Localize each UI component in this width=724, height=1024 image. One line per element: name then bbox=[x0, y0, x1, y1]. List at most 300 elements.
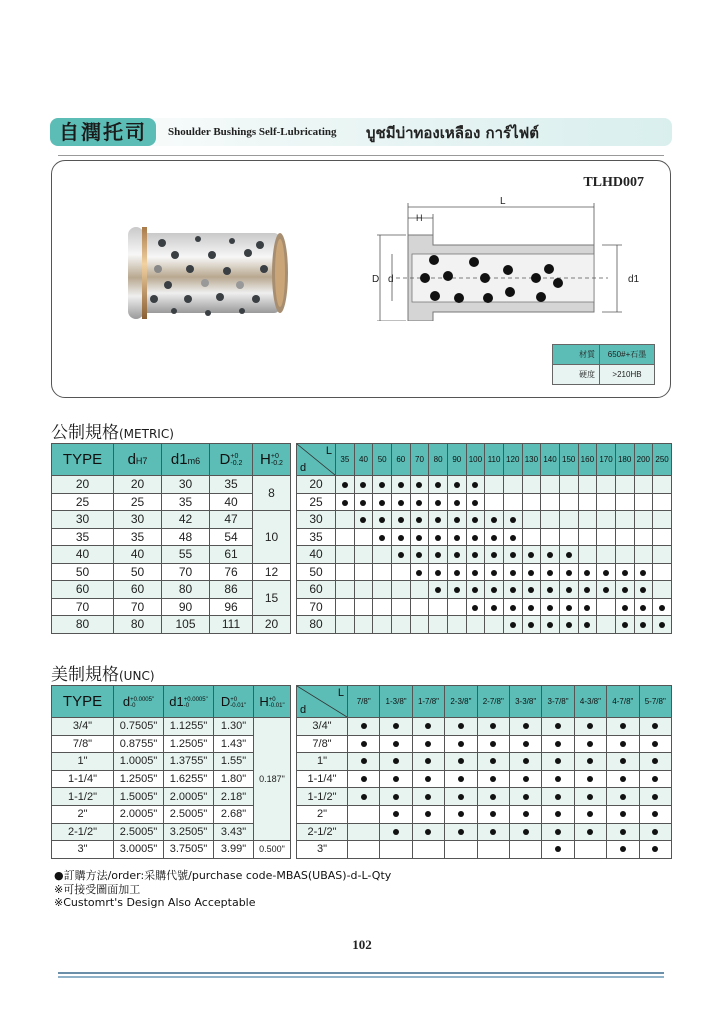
corner-d-label: d bbox=[300, 462, 307, 474]
available-dot-icon bbox=[510, 552, 516, 558]
cell-type: 60 bbox=[52, 581, 114, 599]
cell-d1: 42 bbox=[162, 511, 210, 529]
cell-d: 0.7505" bbox=[114, 718, 164, 736]
available-dot-icon bbox=[435, 552, 441, 558]
availability-cell bbox=[542, 753, 574, 771]
availability-cell bbox=[607, 841, 639, 859]
availability-cell bbox=[634, 476, 653, 494]
available-dot-icon bbox=[393, 776, 399, 782]
available-dot-icon bbox=[555, 794, 561, 800]
length-column-header: 2-7/8" bbox=[477, 686, 509, 718]
availability-cell bbox=[615, 476, 634, 494]
available-dot-icon bbox=[510, 587, 516, 593]
model-number: TLHD007 bbox=[583, 175, 644, 190]
availability-cell bbox=[410, 546, 429, 564]
availability-cell bbox=[410, 581, 429, 599]
availability-cell bbox=[485, 528, 504, 546]
label-d: d bbox=[388, 274, 394, 285]
cell-d1: 30 bbox=[162, 476, 210, 494]
cell-d1: 48 bbox=[162, 528, 210, 546]
available-dot-icon bbox=[458, 829, 464, 835]
matrix-row-d: 70 bbox=[297, 598, 336, 616]
available-dot-icon bbox=[587, 776, 593, 782]
availability-cell bbox=[634, 616, 653, 634]
available-dot-icon bbox=[398, 517, 404, 523]
length-column-header: 80 bbox=[429, 444, 448, 476]
availability-cell bbox=[447, 476, 466, 494]
availability-cell bbox=[466, 528, 485, 546]
cell-H: 0.500" bbox=[254, 841, 291, 859]
cell-D: 3.99" bbox=[214, 841, 254, 859]
availability-cell bbox=[336, 546, 355, 564]
cell-type: 1" bbox=[52, 753, 114, 771]
available-dot-icon bbox=[652, 723, 658, 729]
length-column-header: 200 bbox=[634, 444, 653, 476]
metric-heading bbox=[51, 418, 174, 443]
availability-cell bbox=[429, 598, 448, 616]
availability-cell bbox=[542, 805, 574, 823]
available-dot-icon bbox=[458, 776, 464, 782]
availability-cell bbox=[578, 528, 597, 546]
availability-cell bbox=[653, 476, 672, 494]
availability-cell bbox=[354, 528, 373, 546]
available-dot-icon bbox=[547, 587, 553, 593]
custom-design-note-cn: ※可接受圖面加工 bbox=[54, 882, 141, 896]
availability-cell bbox=[541, 581, 560, 599]
availability-cell bbox=[634, 598, 653, 616]
table-row bbox=[52, 563, 291, 581]
cell-D: 2.18" bbox=[214, 788, 254, 806]
availability-cell bbox=[410, 563, 429, 581]
technical-drawing bbox=[372, 191, 652, 321]
available-dot-icon bbox=[491, 535, 497, 541]
matrix-corner bbox=[297, 686, 348, 718]
available-dot-icon bbox=[458, 758, 464, 764]
availability-cell bbox=[354, 546, 373, 564]
matrix-row bbox=[297, 528, 672, 546]
available-dot-icon bbox=[491, 605, 497, 611]
available-dot-icon bbox=[491, 587, 497, 593]
cell-d1: 3.2505" bbox=[164, 823, 214, 841]
cell-D: 86 bbox=[210, 581, 253, 599]
availability-cell bbox=[653, 511, 672, 529]
unc-heading bbox=[51, 660, 155, 685]
available-dot-icon bbox=[587, 794, 593, 800]
availability-cell bbox=[615, 616, 634, 634]
availability-cell bbox=[445, 788, 477, 806]
unc-spec-table bbox=[51, 685, 291, 859]
availability-cell bbox=[410, 493, 429, 511]
available-dot-icon bbox=[547, 622, 553, 628]
available-dot-icon bbox=[379, 535, 385, 541]
matrix-row bbox=[297, 788, 672, 806]
cell-type: 40 bbox=[52, 546, 114, 564]
label-L: L bbox=[500, 196, 506, 207]
availability-cell bbox=[503, 598, 522, 616]
length-column-header: 7/8" bbox=[348, 686, 380, 718]
availability-cell bbox=[607, 753, 639, 771]
matrix-row bbox=[297, 616, 672, 634]
availability-cell bbox=[354, 476, 373, 494]
cell-type: 3/4" bbox=[52, 718, 114, 736]
custom-design-note-en: ※Customrt's Design Also Acceptable bbox=[54, 896, 256, 909]
availability-cell bbox=[574, 841, 606, 859]
availability-cell bbox=[429, 616, 448, 634]
available-dot-icon bbox=[622, 605, 628, 611]
availability-cell bbox=[445, 823, 477, 841]
available-dot-icon bbox=[425, 758, 431, 764]
availability-cell bbox=[542, 823, 574, 841]
available-dot-icon bbox=[584, 570, 590, 576]
available-dot-icon bbox=[584, 605, 590, 611]
length-column-header: 40 bbox=[354, 444, 373, 476]
available-dot-icon bbox=[620, 811, 626, 817]
availability-cell bbox=[348, 753, 380, 771]
available-dot-icon bbox=[584, 587, 590, 593]
available-dot-icon bbox=[416, 500, 422, 506]
availability-cell bbox=[373, 598, 392, 616]
matrix-corner bbox=[297, 444, 336, 476]
availability-cell bbox=[466, 563, 485, 581]
availability-cell bbox=[391, 581, 410, 599]
available-dot-icon bbox=[603, 570, 609, 576]
order-code-note: ●訂購方法/order:采購代號/purchase code-MBAS(UBAS)-d-L-Qty bbox=[54, 869, 392, 882]
cell-type: 1-1/2" bbox=[52, 788, 114, 806]
available-dot-icon bbox=[454, 517, 460, 523]
cell-type: 2" bbox=[52, 805, 114, 823]
availability-cell bbox=[336, 563, 355, 581]
availability-cell bbox=[607, 718, 639, 736]
availability-cell bbox=[559, 511, 578, 529]
cell-d: 3.0005" bbox=[114, 841, 164, 859]
cell-type: 7/8" bbox=[52, 735, 114, 753]
material-value: 650#+石墨 bbox=[600, 345, 655, 365]
availability-cell bbox=[639, 770, 671, 788]
length-column-header: 100 bbox=[466, 444, 485, 476]
available-dot-icon bbox=[566, 552, 572, 558]
availability-cell bbox=[639, 788, 671, 806]
matrix-row bbox=[297, 718, 672, 736]
availability-cell bbox=[485, 581, 504, 599]
table-row bbox=[52, 718, 291, 736]
availability-cell bbox=[578, 493, 597, 511]
length-column-header: 70 bbox=[410, 444, 429, 476]
cell-d: 40 bbox=[114, 546, 162, 564]
length-column-header: 140 bbox=[541, 444, 560, 476]
cell-d: 50 bbox=[114, 563, 162, 581]
available-dot-icon bbox=[379, 517, 385, 523]
unc-heading-suffix: (UNC) bbox=[119, 669, 155, 683]
available-dot-icon bbox=[652, 758, 658, 764]
availability-cell bbox=[380, 735, 412, 753]
available-dot-icon bbox=[490, 741, 496, 747]
available-dot-icon bbox=[490, 723, 496, 729]
available-dot-icon bbox=[523, 776, 529, 782]
availability-cell bbox=[348, 841, 380, 859]
available-dot-icon bbox=[361, 794, 367, 800]
availability-cell bbox=[653, 598, 672, 616]
matrix-row-d: 2-1/2" bbox=[297, 823, 348, 841]
availability-cell bbox=[522, 493, 541, 511]
available-dot-icon bbox=[398, 482, 404, 488]
availability-cell bbox=[615, 511, 634, 529]
availability-cell bbox=[477, 788, 509, 806]
matrix-row bbox=[297, 735, 672, 753]
available-dot-icon bbox=[555, 829, 561, 835]
availability-cell bbox=[373, 616, 392, 634]
availability-cell bbox=[541, 511, 560, 529]
cell-d: 1.2505" bbox=[114, 770, 164, 788]
availability-cell bbox=[559, 581, 578, 599]
available-dot-icon bbox=[361, 741, 367, 747]
length-column-header: 120 bbox=[503, 444, 522, 476]
cell-d: 1.0005" bbox=[114, 753, 164, 771]
available-dot-icon bbox=[587, 829, 593, 835]
matrix-row bbox=[297, 581, 672, 599]
availability-cell bbox=[559, 476, 578, 494]
availability-cell bbox=[445, 735, 477, 753]
available-dot-icon bbox=[566, 605, 572, 611]
availability-cell bbox=[615, 493, 634, 511]
available-dot-icon bbox=[566, 570, 572, 576]
availability-cell bbox=[485, 493, 504, 511]
availability-cell bbox=[429, 563, 448, 581]
availability-cell bbox=[485, 616, 504, 634]
availability-cell bbox=[639, 718, 671, 736]
col-d1: d1+0.0005" -0 bbox=[164, 686, 214, 718]
available-dot-icon bbox=[622, 570, 628, 576]
available-dot-icon bbox=[603, 587, 609, 593]
availability-cell bbox=[653, 616, 672, 634]
availability-cell bbox=[639, 735, 671, 753]
cell-type: 3" bbox=[52, 841, 114, 859]
availability-cell bbox=[445, 753, 477, 771]
length-column-header: 5-7/8" bbox=[639, 686, 671, 718]
availability-cell bbox=[380, 770, 412, 788]
availability-cell bbox=[522, 563, 541, 581]
availability-cell bbox=[653, 563, 672, 581]
availability-cell bbox=[380, 788, 412, 806]
product-illustration-box bbox=[51, 160, 671, 398]
availability-cell bbox=[348, 770, 380, 788]
availability-cell bbox=[391, 546, 410, 564]
available-dot-icon bbox=[510, 622, 516, 628]
available-dot-icon bbox=[472, 552, 478, 558]
metric-spec-table bbox=[51, 443, 291, 634]
availability-cell bbox=[639, 823, 671, 841]
available-dot-icon bbox=[620, 829, 626, 835]
available-dot-icon bbox=[547, 570, 553, 576]
cell-type: 80 bbox=[52, 616, 114, 634]
availability-cell bbox=[447, 563, 466, 581]
availability-cell bbox=[391, 476, 410, 494]
label-d1: d1 bbox=[628, 274, 640, 285]
cell-H: 15 bbox=[253, 581, 291, 616]
availability-cell bbox=[509, 770, 541, 788]
available-dot-icon bbox=[622, 587, 628, 593]
available-dot-icon bbox=[472, 535, 478, 541]
available-dot-icon bbox=[393, 811, 399, 817]
availability-cell bbox=[485, 598, 504, 616]
cell-d: 0.8755" bbox=[114, 735, 164, 753]
col-type: TYPE bbox=[52, 444, 114, 476]
matrix-row-d: 40 bbox=[297, 546, 336, 564]
available-dot-icon bbox=[640, 622, 646, 628]
availability-cell bbox=[542, 788, 574, 806]
availability-cell bbox=[447, 546, 466, 564]
availability-cell bbox=[653, 528, 672, 546]
available-dot-icon bbox=[640, 570, 646, 576]
availability-cell bbox=[503, 476, 522, 494]
available-dot-icon bbox=[416, 552, 422, 558]
availability-cell bbox=[503, 563, 522, 581]
availability-cell bbox=[412, 718, 444, 736]
availability-cell bbox=[597, 546, 616, 564]
cell-type: 20 bbox=[52, 476, 114, 494]
available-dot-icon bbox=[555, 846, 561, 852]
availability-cell bbox=[634, 581, 653, 599]
available-dot-icon bbox=[472, 500, 478, 506]
matrix-row-d: 30 bbox=[297, 511, 336, 529]
length-column-header: 35 bbox=[336, 444, 355, 476]
availability-cell bbox=[336, 528, 355, 546]
available-dot-icon bbox=[528, 605, 534, 611]
length-column-header: 170 bbox=[597, 444, 616, 476]
availability-cell bbox=[380, 841, 412, 859]
available-dot-icon bbox=[472, 482, 478, 488]
available-dot-icon bbox=[587, 811, 593, 817]
available-dot-icon bbox=[454, 535, 460, 541]
length-column-header: 110 bbox=[485, 444, 504, 476]
matrix-row-d: 1-1/2" bbox=[297, 788, 348, 806]
cell-D: 3.43" bbox=[214, 823, 254, 841]
available-dot-icon bbox=[523, 794, 529, 800]
available-dot-icon bbox=[454, 500, 460, 506]
availability-cell bbox=[634, 563, 653, 581]
availability-cell bbox=[542, 841, 574, 859]
length-column-header: 250 bbox=[653, 444, 672, 476]
availability-cell bbox=[477, 805, 509, 823]
cell-d1: 80 bbox=[162, 581, 210, 599]
available-dot-icon bbox=[547, 552, 553, 558]
available-dot-icon bbox=[510, 605, 516, 611]
availability-cell bbox=[380, 718, 412, 736]
available-dot-icon bbox=[425, 741, 431, 747]
available-dot-icon bbox=[425, 811, 431, 817]
available-dot-icon bbox=[458, 723, 464, 729]
cell-D: 40 bbox=[210, 493, 253, 511]
corner-d-label: d bbox=[300, 704, 307, 716]
availability-cell bbox=[391, 528, 410, 546]
availability-cell bbox=[336, 493, 355, 511]
availability-cell bbox=[522, 546, 541, 564]
col-D: D+0 -0.01" bbox=[214, 686, 254, 718]
availability-cell bbox=[373, 493, 392, 511]
availability-cell bbox=[541, 476, 560, 494]
availability-cell bbox=[373, 528, 392, 546]
available-dot-icon bbox=[523, 741, 529, 747]
page-number: 102 bbox=[352, 937, 372, 952]
cell-D: 76 bbox=[210, 563, 253, 581]
available-dot-icon bbox=[659, 622, 665, 628]
matrix-row-d: 60 bbox=[297, 581, 336, 599]
availability-cell bbox=[542, 735, 574, 753]
metric-heading-cn: 公制規格 bbox=[51, 423, 119, 443]
material-table bbox=[552, 344, 655, 385]
availability-cell bbox=[412, 735, 444, 753]
availability-cell bbox=[429, 511, 448, 529]
available-dot-icon bbox=[587, 758, 593, 764]
title-thai: บูชมีบ่าทองเหลือง การ์ไฟต์ bbox=[366, 124, 539, 142]
availability-cell bbox=[373, 546, 392, 564]
availability-cell bbox=[354, 616, 373, 634]
available-dot-icon bbox=[393, 829, 399, 835]
available-dot-icon bbox=[620, 723, 626, 729]
cell-D: 111 bbox=[210, 616, 253, 634]
availability-cell bbox=[380, 753, 412, 771]
available-dot-icon bbox=[398, 552, 404, 558]
availability-cell bbox=[380, 823, 412, 841]
length-column-header: 3-7/8" bbox=[542, 686, 574, 718]
cell-type: 2-1/2" bbox=[52, 823, 114, 841]
col-type: TYPE bbox=[52, 686, 114, 718]
availability-cell bbox=[410, 616, 429, 634]
available-dot-icon bbox=[435, 570, 441, 576]
availability-cell bbox=[447, 493, 466, 511]
availability-cell bbox=[477, 753, 509, 771]
availability-cell bbox=[607, 735, 639, 753]
available-dot-icon bbox=[528, 552, 534, 558]
matrix-row-d: 1" bbox=[297, 753, 348, 771]
cell-D: 1.55" bbox=[214, 753, 254, 771]
available-dot-icon bbox=[458, 811, 464, 817]
availability-cell bbox=[542, 770, 574, 788]
matrix-row-d: 3" bbox=[297, 841, 348, 859]
availability-cell bbox=[615, 563, 634, 581]
length-column-header: 130 bbox=[522, 444, 541, 476]
available-dot-icon bbox=[652, 829, 658, 835]
availability-cell bbox=[559, 546, 578, 564]
availability-cell bbox=[509, 753, 541, 771]
cell-D: 1.43" bbox=[214, 735, 254, 753]
available-dot-icon bbox=[510, 517, 516, 523]
matrix-row bbox=[297, 753, 672, 771]
cell-type: 1-1/4" bbox=[52, 770, 114, 788]
availability-cell bbox=[447, 598, 466, 616]
availability-cell bbox=[412, 805, 444, 823]
available-dot-icon bbox=[555, 758, 561, 764]
available-dot-icon bbox=[547, 605, 553, 611]
available-dot-icon bbox=[523, 829, 529, 835]
hardness-value: >210HB bbox=[600, 365, 655, 385]
availability-cell bbox=[485, 563, 504, 581]
available-dot-icon bbox=[416, 482, 422, 488]
table-row bbox=[52, 841, 291, 859]
available-dot-icon bbox=[652, 794, 658, 800]
availability-cell bbox=[541, 563, 560, 581]
available-dot-icon bbox=[458, 741, 464, 747]
unc-availability-table bbox=[296, 685, 672, 859]
available-dot-icon bbox=[393, 794, 399, 800]
availability-cell bbox=[429, 581, 448, 599]
availability-cell bbox=[477, 735, 509, 753]
available-dot-icon bbox=[620, 846, 626, 852]
matrix-row bbox=[297, 805, 672, 823]
available-dot-icon bbox=[510, 535, 516, 541]
available-dot-icon bbox=[510, 570, 516, 576]
availability-cell bbox=[541, 493, 560, 511]
availability-cell bbox=[445, 770, 477, 788]
